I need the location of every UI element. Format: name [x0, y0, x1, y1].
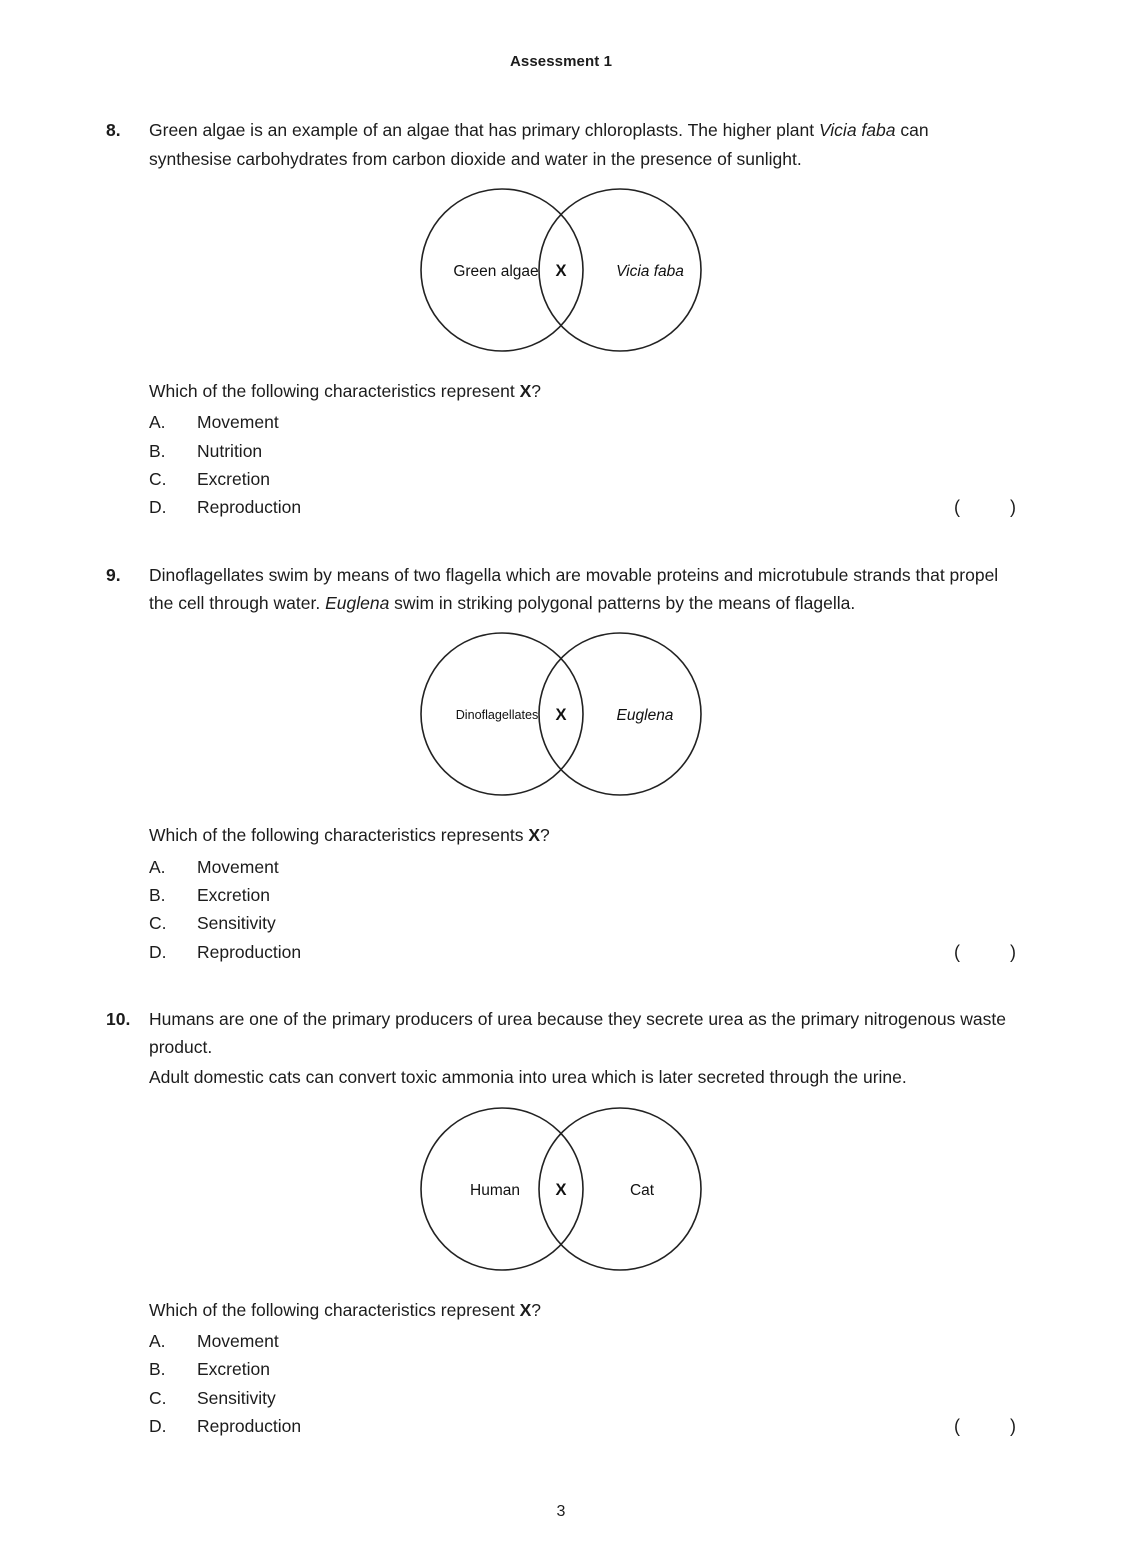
answer-paren-open: ( — [954, 497, 960, 518]
question-10 — [106, 1005, 1016, 1442]
question-stem — [149, 561, 1016, 618]
option-letter: D. — [149, 941, 167, 962]
option-c — [149, 1384, 1016, 1412]
question-stem — [149, 1005, 1016, 1062]
answer-paren-close: ) — [1010, 1416, 1016, 1437]
options-list — [149, 408, 1016, 522]
question-prompt — [149, 377, 1016, 405]
venn-diagram-q10 — [149, 1098, 976, 1280]
option-letter: C. — [149, 913, 167, 934]
option-label: Nutrition — [197, 440, 263, 461]
question-prompt — [149, 821, 1016, 849]
answer-paren-open: ( — [954, 941, 960, 962]
option-letter: B. — [149, 1359, 166, 1380]
option-label: Reproduction — [197, 1416, 302, 1437]
question-9 — [106, 561, 1016, 967]
option-label: Sensitivity — [197, 913, 276, 934]
venn-left-label: Human — [469, 1181, 520, 1199]
stem-text: swim in striking polygonal patterns by the means of flagella. — [389, 592, 856, 613]
option-label: Movement — [197, 1331, 279, 1352]
option-d — [149, 938, 1016, 967]
venn-right-label: Euglena — [616, 707, 673, 725]
prompt-text: Which of the following characteristics represents — [149, 825, 529, 846]
stem-text-italic: Vicia faba — [818, 120, 896, 141]
prompt-x: X — [528, 825, 541, 846]
venn-diagram-q9 — [149, 623, 976, 805]
question-stem — [149, 116, 1016, 173]
option-letter: B. — [149, 440, 166, 461]
option-label: Reproduction — [197, 497, 302, 518]
question-8 — [106, 116, 1016, 522]
stem-text: Humans are one of the primary producers of urea because they secrete urea as the primary nitrogenous waste product. — [149, 1008, 1006, 1058]
answer-paren-close: ) — [1010, 941, 1016, 962]
option-label: Excretion — [197, 1359, 270, 1380]
page-number: 3 — [556, 1503, 566, 1521]
stem-text: can synthesise carbohydrates from carbon dioxide and water in the presence of sunlight. — [149, 120, 929, 169]
option-letter: A. — [149, 412, 166, 433]
stem-text: Dinoflagellates swim by means of two flagella which are movable proteins and microtubule strands that propel the cell through water. — [149, 564, 999, 613]
option-c — [149, 909, 1016, 937]
option-b — [149, 881, 1016, 909]
option-b — [149, 1355, 1016, 1383]
prompt-text: ? — [531, 380, 541, 401]
stem-text: Adult domestic cats can convert toxic ammonia into urea which is later secreted through the urine. — [149, 1067, 907, 1088]
venn-left-label: Dinoflagellates — [455, 708, 538, 723]
option-letter: D. — [149, 497, 167, 518]
prompt-text: ? — [531, 1299, 541, 1320]
prompt-text: Which of the following characteristics represent — [149, 380, 520, 401]
option-letter: A. — [149, 1331, 166, 1352]
venn-x-label: X — [554, 261, 567, 280]
option-letter: D. — [149, 1416, 167, 1437]
option-d — [149, 1412, 1016, 1441]
question-body — [149, 116, 1016, 522]
venn-right-label: Vicia faba — [615, 262, 684, 280]
options-list — [149, 853, 1016, 967]
option-b — [149, 437, 1016, 465]
venn-right-label: Cat — [629, 1181, 654, 1199]
option-letter: A. — [149, 856, 166, 877]
option-label: Excretion — [197, 469, 270, 490]
option-label: Excretion — [197, 884, 270, 905]
option-c — [149, 465, 1016, 493]
answer-blank — [954, 1412, 1016, 1441]
stem-text-italic: Euglena — [325, 592, 390, 613]
stem-text: Green algae is an example of an algae that has primary chloroplasts. The higher plant — [149, 120, 819, 141]
answer-paren-open: ( — [954, 1416, 960, 1437]
page-header-title: Assessment 1 — [509, 53, 613, 70]
question-number: 9. — [106, 564, 121, 585]
option-label: Movement — [197, 412, 279, 433]
option-a — [149, 853, 1016, 881]
options-list — [149, 1327, 1016, 1441]
option-label: Reproduction — [197, 941, 302, 962]
option-a — [149, 1327, 1016, 1355]
question-body — [149, 1005, 1016, 1442]
option-letter: C. — [149, 1387, 167, 1408]
prompt-text: Which of the following characteristics represent — [149, 1299, 520, 1320]
option-a — [149, 408, 1016, 436]
venn-x-label: X — [554, 706, 567, 725]
venn-left-label: Green algae — [452, 262, 539, 280]
venn-x-label: X — [554, 1180, 567, 1199]
answer-blank — [954, 493, 1016, 522]
answer-paren-close: ) — [1010, 497, 1016, 518]
venn-diagram-q8 — [149, 179, 976, 361]
option-d — [149, 493, 1016, 522]
prompt-text: ? — [540, 825, 550, 846]
question-stem — [149, 1063, 1016, 1091]
prompt-x: X — [519, 1299, 532, 1320]
question-number: 10. — [106, 1008, 131, 1029]
option-letter: C. — [149, 469, 167, 490]
question-body — [149, 561, 1016, 967]
answer-blank — [954, 938, 1016, 967]
prompt-x: X — [519, 380, 532, 401]
option-label: Sensitivity — [197, 1387, 276, 1408]
option-label: Movement — [197, 856, 279, 877]
question-prompt — [149, 1296, 1016, 1324]
option-letter: B. — [149, 884, 166, 905]
question-number: 8. — [106, 120, 121, 141]
